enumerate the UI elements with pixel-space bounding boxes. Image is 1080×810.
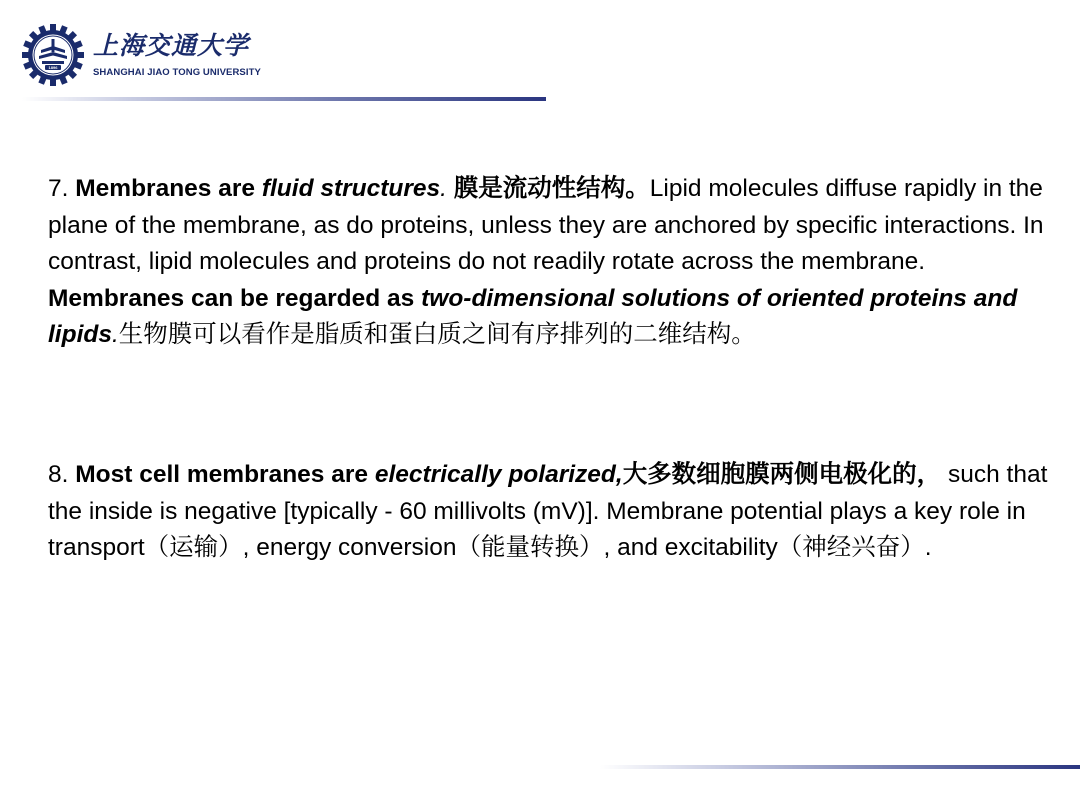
bold-italic-text: electrically polarized, [374, 461, 623, 488]
university-seal-icon [22, 24, 84, 86]
italic-period: . [111, 321, 119, 348]
seal-year: 1896 [48, 65, 58, 70]
paragraph-membrane-fluidity [48, 171, 1048, 354]
logo-chinese-name: 上海交通大学 [93, 31, 250, 60]
bold-text: Membranes can be regarded as [48, 284, 415, 312]
header-divider [22, 97, 546, 101]
logo-english-name: SHANGHAI JIAO TONG UNIVERSITY [93, 67, 261, 78]
university-logo [22, 24, 261, 86]
footer-divider [600, 765, 1080, 769]
italic-period: . [440, 175, 447, 202]
chinese-bold-text: 大多数细胞膜两侧电极化的， [622, 461, 942, 488]
body-text: Lipid molecules diffuse rapidly in the plane of the membrane, as do proteins, unless they are anchored by specific interactions. In contrast, lipid molecules and proteins do not readily rotate across the membrane. [48, 175, 1044, 275]
bold-text: Most cell membranes are [75, 461, 369, 488]
bold-text: Membranes are [75, 175, 256, 202]
chinese-body-text: 生物膜可以看作是脂质和蛋白质之间有序排列的二维结构。 [118, 321, 756, 348]
item-number: 8. [48, 461, 69, 488]
body-text: such that the inside is negative [typically - 60 millivolts (mV)]. Membrane potential plays a key role in transport（运输）, energy conversion（能量转换）, and excitability（神经兴奋）. [48, 461, 1048, 561]
bold-italic-text: fluid structures [261, 175, 441, 202]
chinese-bold-text: 膜是流动性结构。 [453, 175, 650, 202]
item-number: 7. [48, 175, 69, 202]
paragraph-membrane-polarization [48, 457, 1048, 567]
bold-italic-text: two-dimensional solutions of oriented proteins and lipids [48, 284, 1018, 348]
